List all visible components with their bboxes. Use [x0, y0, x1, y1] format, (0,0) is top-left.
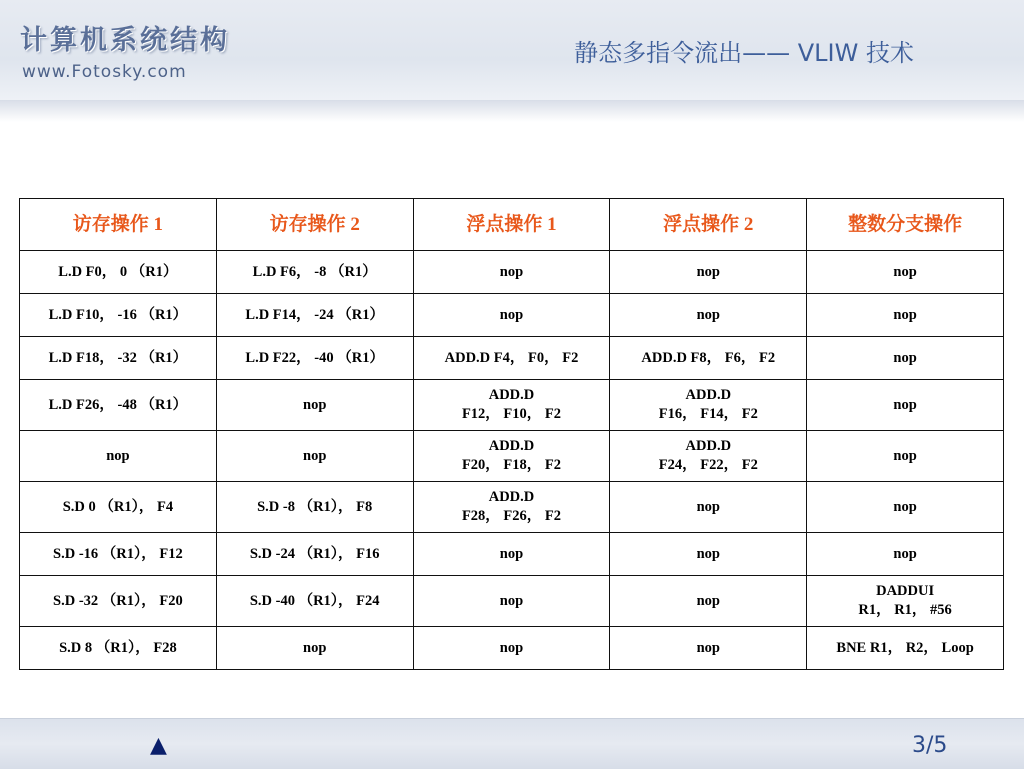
- table-row: [20, 380, 1004, 431]
- cell-text: S.D 0 （R1）， F4: [62, 498, 174, 515]
- table-cell: [216, 576, 413, 627]
- cell-text: L.D F0， 0 （R1）: [58, 263, 178, 280]
- table-cell: [807, 576, 1004, 627]
- table-cell: [20, 576, 217, 627]
- cell-text: L.D F22， -40 （R1）: [245, 349, 384, 366]
- table-cell: [610, 294, 807, 337]
- table-row: [20, 431, 1004, 482]
- cell-text: S.D -40 （R1）， F24: [249, 592, 380, 609]
- cell-text: ADD.D: [488, 489, 535, 505]
- cell-text: F16， F14， F2: [658, 406, 758, 422]
- table-row: [20, 294, 1004, 337]
- cell-text: nop: [696, 545, 720, 562]
- table-row: [20, 533, 1004, 576]
- table-cell: [807, 294, 1004, 337]
- course-title: 计算机系统结构: [20, 25, 230, 56]
- table-header-row: [20, 199, 1004, 251]
- table-cell: [610, 576, 807, 627]
- table-cell: [610, 380, 807, 431]
- cell-text: L.D F14， -24 （R1）: [245, 306, 384, 323]
- table-cell: [807, 482, 1004, 533]
- table-cell: [20, 533, 217, 576]
- cell-text: S.D -32 （R1）， F20: [53, 592, 183, 609]
- cell-text: ADD.D: [488, 387, 535, 403]
- column-header-fp-2: 浮点操作 2: [610, 199, 807, 251]
- table-cell: [413, 294, 610, 337]
- table-cell: [807, 380, 1004, 431]
- cell-text: nop: [893, 349, 917, 366]
- table-cell: [216, 482, 413, 533]
- cell-text: L.D F18， -32 （R1）: [48, 349, 188, 366]
- table-cell: [413, 380, 610, 431]
- table-cell: [807, 251, 1004, 294]
- table-cell: [413, 627, 610, 670]
- slide-title: 静态多指令流出—— VLIW 技术: [574, 39, 914, 67]
- table-cell: [216, 251, 413, 294]
- table-cell: [610, 627, 807, 670]
- table-cell: [807, 533, 1004, 576]
- table-cell: [413, 576, 610, 627]
- cell-text: DADDUI: [876, 583, 935, 599]
- column-header-fp-1: 浮点操作 1: [413, 199, 610, 251]
- table-cell: [20, 380, 217, 431]
- cell-text: nop: [499, 263, 524, 280]
- table-cell: [20, 627, 217, 670]
- cell-text: BNE R1， R2， Loop: [836, 639, 974, 656]
- table-cell: [413, 482, 610, 533]
- table-cell: [216, 431, 413, 482]
- triangle-up-icon[interactable]: ▲: [150, 733, 167, 758]
- column-header-memory-2: 访存操作 2: [216, 199, 413, 251]
- table-cell: [413, 431, 610, 482]
- table-cell: [216, 294, 413, 337]
- header-band: [0, 0, 1024, 101]
- cell-text: nop: [499, 306, 524, 323]
- cell-text: ADD.D F8， F6， F2: [641, 349, 776, 366]
- table-cell: [413, 251, 610, 294]
- table-cell: [413, 533, 610, 576]
- table-cell: [807, 337, 1004, 380]
- table-cell: [610, 482, 807, 533]
- table-cell: [610, 251, 807, 294]
- table-cell: [20, 482, 217, 533]
- table-row: [20, 627, 1004, 670]
- table-cell: [610, 533, 807, 576]
- cell-text: L.D F26， -48 （R1）: [48, 396, 188, 413]
- cell-text: ADD.D F4， F0， F2: [444, 349, 579, 366]
- cell-text: nop: [106, 447, 130, 464]
- cell-text: S.D -8 （R1）， F8: [257, 498, 373, 515]
- cell-text: nop: [696, 263, 720, 280]
- cell-text: ADD.D: [685, 387, 732, 403]
- table-row: [20, 482, 1004, 533]
- table-row: [20, 251, 1004, 294]
- cell-text: nop: [893, 447, 917, 464]
- footer-band: [0, 718, 1024, 769]
- table-cell: [216, 337, 413, 380]
- table-cell: [216, 380, 413, 431]
- cell-text: nop: [696, 639, 720, 656]
- cell-text: nop: [893, 306, 917, 323]
- cell-text: S.D -16 （R1）， F12: [53, 545, 183, 562]
- table-cell: [610, 337, 807, 380]
- table-cell: [20, 251, 217, 294]
- table-cell: [413, 337, 610, 380]
- header-shadow: [0, 100, 1024, 122]
- table-cell: [216, 533, 413, 576]
- cell-text: nop: [893, 263, 917, 280]
- cell-text: nop: [499, 639, 524, 656]
- vliw-schedule-table-container: [19, 198, 1004, 670]
- page-number: 3/5: [912, 733, 948, 758]
- cell-text: R1， R1， #56: [858, 602, 952, 618]
- cell-text: nop: [499, 545, 524, 562]
- table-cell: [20, 294, 217, 337]
- cell-text: nop: [696, 592, 720, 609]
- cell-text: nop: [303, 396, 327, 413]
- table-cell: [216, 627, 413, 670]
- cell-text: S.D 8 （R1）， F28: [59, 639, 177, 656]
- table-row: [20, 337, 1004, 380]
- table-cell: [610, 431, 807, 482]
- cell-text: nop: [303, 639, 327, 656]
- column-header-memory-1: 访存操作 1: [20, 199, 217, 251]
- table-cell: [807, 627, 1004, 670]
- cell-text: nop: [893, 396, 917, 413]
- cell-text: ADD.D: [488, 438, 535, 454]
- cell-text: F24， F22， F2: [658, 457, 758, 473]
- cell-text: nop: [696, 306, 720, 323]
- cell-text: L.D F10， -16 （R1）: [48, 306, 188, 323]
- cell-text: nop: [303, 447, 327, 464]
- cell-text: F20， F18， F2: [461, 457, 562, 473]
- cell-text: nop: [696, 498, 720, 515]
- cell-text: nop: [499, 592, 524, 609]
- cell-text: S.D -24 （R1）， F16: [249, 545, 380, 562]
- table-cell: [807, 431, 1004, 482]
- table-body: [20, 251, 1004, 670]
- cell-text: F12， F10， F2: [461, 406, 562, 422]
- column-header-integer-branch: 整数分支操作: [807, 199, 1004, 251]
- table-cell: [20, 337, 217, 380]
- cell-text: nop: [893, 498, 917, 515]
- vliw-schedule-table: [19, 198, 1004, 670]
- cell-text: ADD.D: [685, 438, 732, 454]
- table-cell: [20, 431, 217, 482]
- table-row: [20, 576, 1004, 627]
- cell-text: nop: [893, 545, 917, 562]
- cell-text: L.D F6， -8 （R1）: [252, 263, 377, 280]
- site-url[interactable]: www.Fotosky.com: [22, 62, 187, 82]
- cell-text: F28， F26， F2: [461, 508, 562, 524]
